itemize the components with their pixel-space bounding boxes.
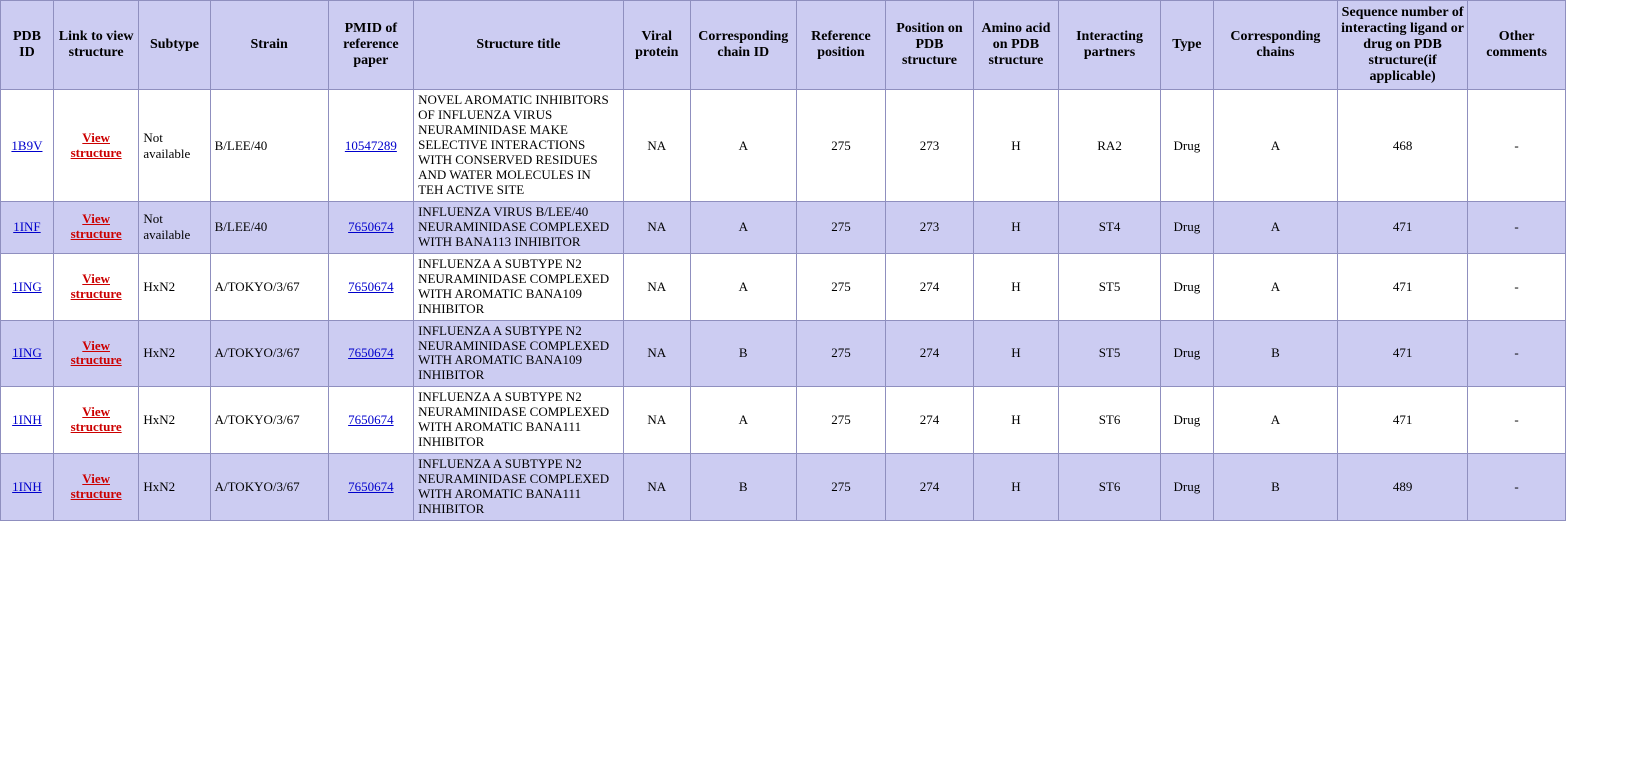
view-structure-link[interactable]: View structure bbox=[70, 404, 122, 435]
cell-chain-id: B bbox=[690, 320, 796, 387]
view-structure-link[interactable]: View structure bbox=[70, 471, 122, 501]
cell-structure-title: INFLUENZA A SUBTYPE N2 NEURAMINIDASE COMPLEXED WITH AROMATIC BANA111 INHIBITOR bbox=[414, 454, 624, 521]
cell-pdb-id bbox=[1, 320, 54, 387]
cell-subtype: HxN2 bbox=[139, 320, 210, 387]
column-header-position-on-pdb-structure: Position on PDB structure bbox=[886, 1, 974, 90]
cell-pmid bbox=[328, 320, 413, 387]
cell-view-structure bbox=[53, 253, 138, 320]
cell-structure-title: INFLUENZA A SUBTYPE N2 NEURAMINIDASE COMPLEXED WITH AROMATIC BANA109 INHIBITOR bbox=[414, 320, 624, 387]
cell-amino-acid: H bbox=[973, 202, 1058, 254]
pmid-link[interactable]: 7650674 bbox=[348, 219, 394, 235]
column-header-subtype: Subtype bbox=[139, 1, 210, 90]
cell-sequence-number: 471 bbox=[1337, 253, 1467, 320]
cell-subtype: HxN2 bbox=[139, 387, 210, 454]
column-header-sequence-number: Sequence number of interacting ligand or drug on PDB structure(if applicable) bbox=[1337, 1, 1467, 90]
cell-subtype: Not available bbox=[139, 90, 210, 202]
pdb-id-link[interactable]: 1INF bbox=[13, 219, 41, 235]
view-structure-link[interactable]: View structure bbox=[70, 211, 122, 242]
column-header-reference-position: Reference position bbox=[796, 1, 886, 90]
cell-viral-protein: NA bbox=[623, 202, 690, 254]
cell-interacting-partners: ST4 bbox=[1059, 202, 1161, 254]
table-header bbox=[1, 1, 1566, 90]
cell-other-comments: - bbox=[1468, 387, 1566, 454]
cell-position-on-pdb: 274 bbox=[886, 320, 974, 387]
cell-pmid bbox=[328, 454, 413, 521]
cell-chain-id: A bbox=[690, 90, 796, 202]
column-header-pmid: PMID of reference paper bbox=[328, 1, 413, 90]
cell-structure-title: INFLUENZA A SUBTYPE N2 NEURAMINIDASE COMPLEXED WITH AROMATIC BANA109 INHIBITOR bbox=[414, 253, 624, 320]
cell-reference-position: 275 bbox=[796, 202, 886, 254]
cell-chain-id: A bbox=[690, 253, 796, 320]
cell-view-structure bbox=[53, 320, 138, 387]
cell-structure-title: INFLUENZA VIRUS B/LEE/40 NEURAMINIDASE COMPLEXED WITH BANA113 INHIBITOR bbox=[414, 202, 624, 254]
table-row bbox=[1, 253, 1566, 320]
cell-position-on-pdb: 273 bbox=[886, 202, 974, 254]
pmid-link[interactable]: 10547289 bbox=[344, 137, 397, 153]
cell-amino-acid: H bbox=[973, 454, 1058, 521]
cell-amino-acid: H bbox=[973, 253, 1058, 320]
cell-viral-protein: NA bbox=[623, 90, 690, 202]
cell-corresponding-chains: A bbox=[1213, 202, 1337, 254]
cell-view-structure bbox=[53, 454, 138, 521]
cell-chain-id: A bbox=[690, 387, 796, 454]
column-header-pdb-id: PDB ID bbox=[1, 1, 54, 90]
table-header-row bbox=[1, 1, 1566, 90]
cell-viral-protein: NA bbox=[623, 253, 690, 320]
cell-pmid bbox=[328, 202, 413, 254]
cell-sequence-number: 468 bbox=[1337, 90, 1467, 202]
cell-position-on-pdb: 274 bbox=[886, 387, 974, 454]
cell-subtype: Not available bbox=[139, 202, 210, 254]
cell-type: Drug bbox=[1160, 320, 1213, 387]
cell-sequence-number: 471 bbox=[1337, 387, 1467, 454]
cell-view-structure bbox=[53, 90, 138, 202]
cell-corresponding-chains: A bbox=[1213, 253, 1337, 320]
pmid-link[interactable]: 7650674 bbox=[348, 412, 394, 428]
cell-viral-protein: NA bbox=[623, 387, 690, 454]
cell-subtype: HxN2 bbox=[139, 454, 210, 521]
pmid-link[interactable]: 7650674 bbox=[348, 278, 394, 294]
pdb-id-link[interactable]: 1ING bbox=[12, 345, 42, 361]
cell-strain: A/TOKYO/3/67 bbox=[210, 387, 328, 454]
cell-interacting-partners: RA2 bbox=[1059, 90, 1161, 202]
cell-interacting-partners: ST5 bbox=[1059, 320, 1161, 387]
cell-type: Drug bbox=[1160, 454, 1213, 521]
cell-interacting-partners: ST6 bbox=[1059, 387, 1161, 454]
table-row bbox=[1, 387, 1566, 454]
cell-amino-acid: H bbox=[973, 387, 1058, 454]
cell-sequence-number: 471 bbox=[1337, 202, 1467, 254]
cell-other-comments: - bbox=[1468, 202, 1566, 254]
cell-type: Drug bbox=[1160, 387, 1213, 454]
view-structure-link[interactable]: View structure bbox=[70, 270, 122, 301]
column-header-interacting-partners: Interacting partners bbox=[1059, 1, 1161, 90]
cell-pdb-id bbox=[1, 90, 54, 202]
cell-type: Drug bbox=[1160, 253, 1213, 320]
cell-corresponding-chains: B bbox=[1213, 454, 1337, 521]
cell-sequence-number: 471 bbox=[1337, 320, 1467, 387]
cell-view-structure bbox=[53, 387, 138, 454]
cell-amino-acid: H bbox=[973, 320, 1058, 387]
cell-amino-acid: H bbox=[973, 90, 1058, 202]
cell-type: Drug bbox=[1160, 202, 1213, 254]
column-header-amino-acid-on-pdb-structure: Amino acid on PDB structure bbox=[973, 1, 1058, 90]
pdb-id-link[interactable]: 1INH bbox=[12, 412, 42, 428]
cell-pmid bbox=[328, 90, 413, 202]
pdb-id-link[interactable]: 1ING bbox=[12, 278, 42, 294]
cell-position-on-pdb: 274 bbox=[886, 454, 974, 521]
cell-position-on-pdb: 274 bbox=[886, 253, 974, 320]
table-row bbox=[1, 320, 1566, 387]
table-row bbox=[1, 90, 1566, 202]
cell-strain: A/TOKYO/3/67 bbox=[210, 320, 328, 387]
cell-chain-id: A bbox=[690, 202, 796, 254]
cell-position-on-pdb: 273 bbox=[886, 90, 974, 202]
cell-reference-position: 275 bbox=[796, 90, 886, 202]
cell-reference-position: 275 bbox=[796, 454, 886, 521]
cell-other-comments: - bbox=[1468, 90, 1566, 202]
cell-pmid bbox=[328, 387, 413, 454]
cell-interacting-partners: ST6 bbox=[1059, 454, 1161, 521]
cell-sequence-number: 489 bbox=[1337, 454, 1467, 521]
view-structure-link[interactable]: View structure bbox=[70, 129, 122, 160]
column-header-corresponding-chain-id: Corresponding chain ID bbox=[690, 1, 796, 90]
cell-corresponding-chains: B bbox=[1213, 320, 1337, 387]
cell-pdb-id bbox=[1, 202, 54, 254]
cell-structure-title: INFLUENZA A SUBTYPE N2 NEURAMINIDASE COMPLEXED WITH AROMATIC BANA111 INHIBITOR bbox=[414, 387, 624, 454]
cell-reference-position: 275 bbox=[796, 253, 886, 320]
column-header-viral-protein: Viral protein bbox=[623, 1, 690, 90]
column-header-link-to-view-structure: Link to view structure bbox=[53, 1, 138, 90]
cell-pdb-id bbox=[1, 387, 54, 454]
cell-structure-title: NOVEL AROMATIC INHIBITORS OF INFLUENZA VIRUS NEURAMINIDASE MAKE SELECTIVE INTERACTIONS WITH CONSERVED RESIDUES AND WATER MOLECULES IN TEH ACTIVE SITE bbox=[414, 90, 624, 202]
cell-corresponding-chains: A bbox=[1213, 387, 1337, 454]
table-row bbox=[1, 454, 1566, 521]
pmid-link[interactable]: 7650674 bbox=[348, 345, 394, 361]
column-header-strain: Strain bbox=[210, 1, 328, 90]
cell-other-comments: - bbox=[1468, 253, 1566, 320]
cell-type: Drug bbox=[1160, 90, 1213, 202]
cell-interacting-partners: ST5 bbox=[1059, 253, 1161, 320]
cell-viral-protein: NA bbox=[623, 320, 690, 387]
cell-strain: B/LEE/40 bbox=[210, 90, 328, 202]
cell-reference-position: 275 bbox=[796, 387, 886, 454]
cell-subtype: HxN2 bbox=[139, 253, 210, 320]
table-body bbox=[1, 90, 1566, 520]
column-header-other-comments: Other comments bbox=[1468, 1, 1566, 90]
cell-pdb-id bbox=[1, 454, 54, 521]
cell-view-structure bbox=[53, 202, 138, 254]
table-row bbox=[1, 202, 1566, 254]
pmid-link[interactable]: 7650674 bbox=[348, 478, 394, 494]
pdb-id-link[interactable]: 1B9V bbox=[11, 137, 43, 153]
cell-chain-id: B bbox=[690, 454, 796, 521]
cell-other-comments: - bbox=[1468, 454, 1566, 521]
cell-corresponding-chains: A bbox=[1213, 90, 1337, 202]
cell-strain: A/TOKYO/3/67 bbox=[210, 253, 328, 320]
cell-strain: A/TOKYO/3/67 bbox=[210, 454, 328, 521]
cell-viral-protein: NA bbox=[623, 454, 690, 521]
cell-pdb-id bbox=[1, 253, 54, 320]
view-structure-link[interactable]: View structure bbox=[70, 337, 122, 368]
cell-strain: B/LEE/40 bbox=[210, 202, 328, 254]
pdb-id-link[interactable]: 1INH bbox=[12, 478, 42, 494]
cell-other-comments: - bbox=[1468, 320, 1566, 387]
column-header-corresponding-chains: Corresponding chains bbox=[1213, 1, 1337, 90]
column-header-type: Type bbox=[1160, 1, 1213, 90]
cell-reference-position: 275 bbox=[796, 320, 886, 387]
cell-pmid bbox=[328, 253, 413, 320]
column-header-structure-title: Structure title bbox=[414, 1, 624, 90]
